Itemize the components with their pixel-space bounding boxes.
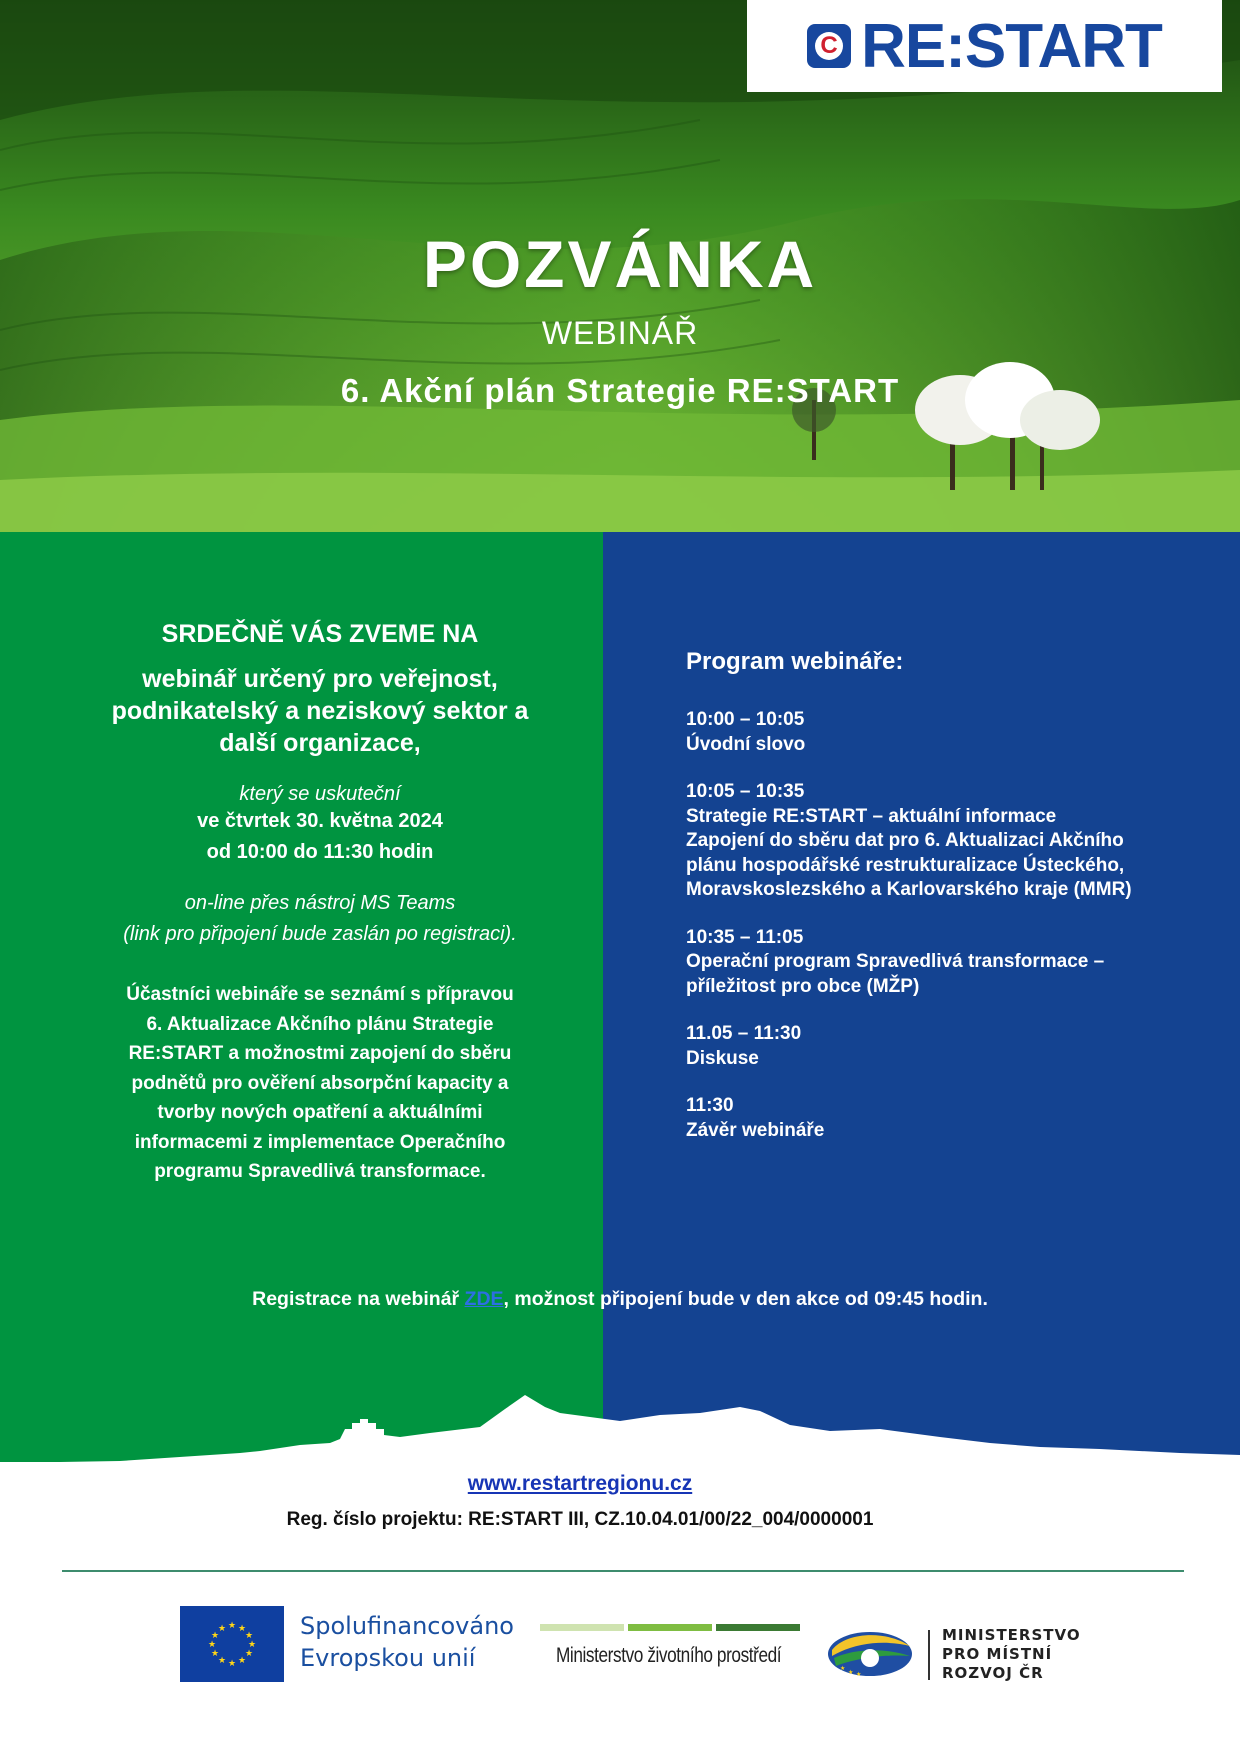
program-item: 10:35 – 11:05 Operační program Spravedlivá transformace – příležitost pro obce (MŽP) [686, 926, 1206, 1000]
program-time: 10:35 – 11:05 [686, 926, 804, 948]
program-time: 11:30 [686, 1095, 734, 1116]
webinar-description: Účastníci webináře se seznámí s přípravou 6. Aktualizace Akčního plánu Strategie RE:START a možnostmi zapojení do sběru podnětů pro ověření absorpční kapacity a tvorby nových opatření a aktuálními informacemi z implementace Operačního programu Spravedlivá transformace. [126, 984, 514, 1182]
mmr-logo-icon [826, 1628, 916, 1680]
svg-text:★: ★ [217, 1656, 227, 1666]
event-name: 6. Akční plán Strategie RE:START [340, 372, 900, 409]
svg-text:★: ★ [856, 1671, 862, 1678]
program-item: 11.05 – 11:30 Diskuse [686, 1022, 1206, 1071]
invite-heading: SRDEČNĚ VÁS ZVEME NA [161, 620, 479, 648]
program-time: 10:00 – 10:05 [686, 709, 805, 730]
restart-logo [747, 0, 1222, 92]
mzp-logo-bars [540, 1624, 800, 1631]
svg-text:★: ★ [227, 1659, 237, 1669]
svg-text:★: ★ [247, 1640, 257, 1650]
mzp-logo-text: Ministerstvo životního prostředí [556, 1644, 782, 1667]
svg-text:★: ★ [237, 1624, 247, 1634]
svg-text:★: ★ [237, 1656, 247, 1666]
webinar-label: WEBINÁŘ [541, 315, 699, 351]
invitation-title: POZVÁNKA [422, 227, 818, 301]
eu-flag-icon [180, 1606, 284, 1682]
invite-text [70, 620, 570, 1187]
event-time: od 10:00 do 11:30 hodin [206, 841, 434, 863]
program-item: 10:00 – 10:05 Úvodní slovo [686, 708, 1206, 757]
program-time: 10:05 – 10:35 [686, 781, 805, 802]
svg-text:★: ★ [848, 1669, 854, 1676]
invite-intro: který se uskuteční [239, 783, 401, 805]
program-list [686, 648, 1206, 1166]
mmr-logo-text: MINISTERSTVO PRO MÍSTNÍ ROZVOJ ČR [942, 1626, 1081, 1682]
invite-target: webinář určený pro veřejnost, podnikatelský a neziskový sektor a další organizace, [111, 665, 529, 757]
restart-logo-icon: C [807, 24, 851, 68]
skyline-silhouette [0, 1395, 1240, 1475]
svg-text:★: ★ [244, 1631, 254, 1641]
mmr-separator [928, 1630, 930, 1680]
program-time: 11.05 – 11:30 [686, 1023, 802, 1044]
svg-text:★: ★ [207, 1640, 217, 1650]
svg-text:★: ★ [217, 1624, 227, 1634]
eu-cofinanced-label: Spolufinancováno Evropskou unií [300, 1612, 514, 1672]
svg-text:★: ★ [210, 1631, 220, 1641]
registration-info: Registrace na webinář ZDE, možnost připojení bude v den akce od 09:45 hodin. [252, 1288, 988, 1310]
registration-link[interactable]: ZDE [464, 1288, 504, 1310]
svg-text:★: ★ [840, 1665, 846, 1672]
footer-divider [62, 1570, 1184, 1572]
program-item: 10:05 – 10:35 Strategie RE:START – aktuální informace Zapojení do sběru dat pro 6. Aktualizaci Akčního plánu hospodářské restrukturalizace Ústeckého, Moravskoslezského a Karlovarského kraje (MMR) [686, 780, 1206, 903]
svg-text:★: ★ [227, 1621, 237, 1631]
restart-logo-text: RE:START [861, 11, 1162, 81]
website-link[interactable]: www.restartregionu.cz [467, 1472, 693, 1495]
svg-text:★: ★ [244, 1649, 254, 1659]
online-info: on-line přes nástroj MS Teams (link pro připojení bude zaslán po registraci). [123, 892, 517, 945]
program-heading: Program webináře: [686, 648, 904, 675]
program-item: 11:30 Závěr webináře [686, 1094, 1206, 1143]
event-date: ve čtvrtek 30. května 2024 [197, 810, 443, 832]
project-reg-number: Reg. číslo projektu: RE:START III, CZ.10.04.01/00/22_004/0000001 [286, 1509, 874, 1530]
hero-banner [0, 0, 1240, 532]
svg-text:★: ★ [210, 1649, 220, 1659]
